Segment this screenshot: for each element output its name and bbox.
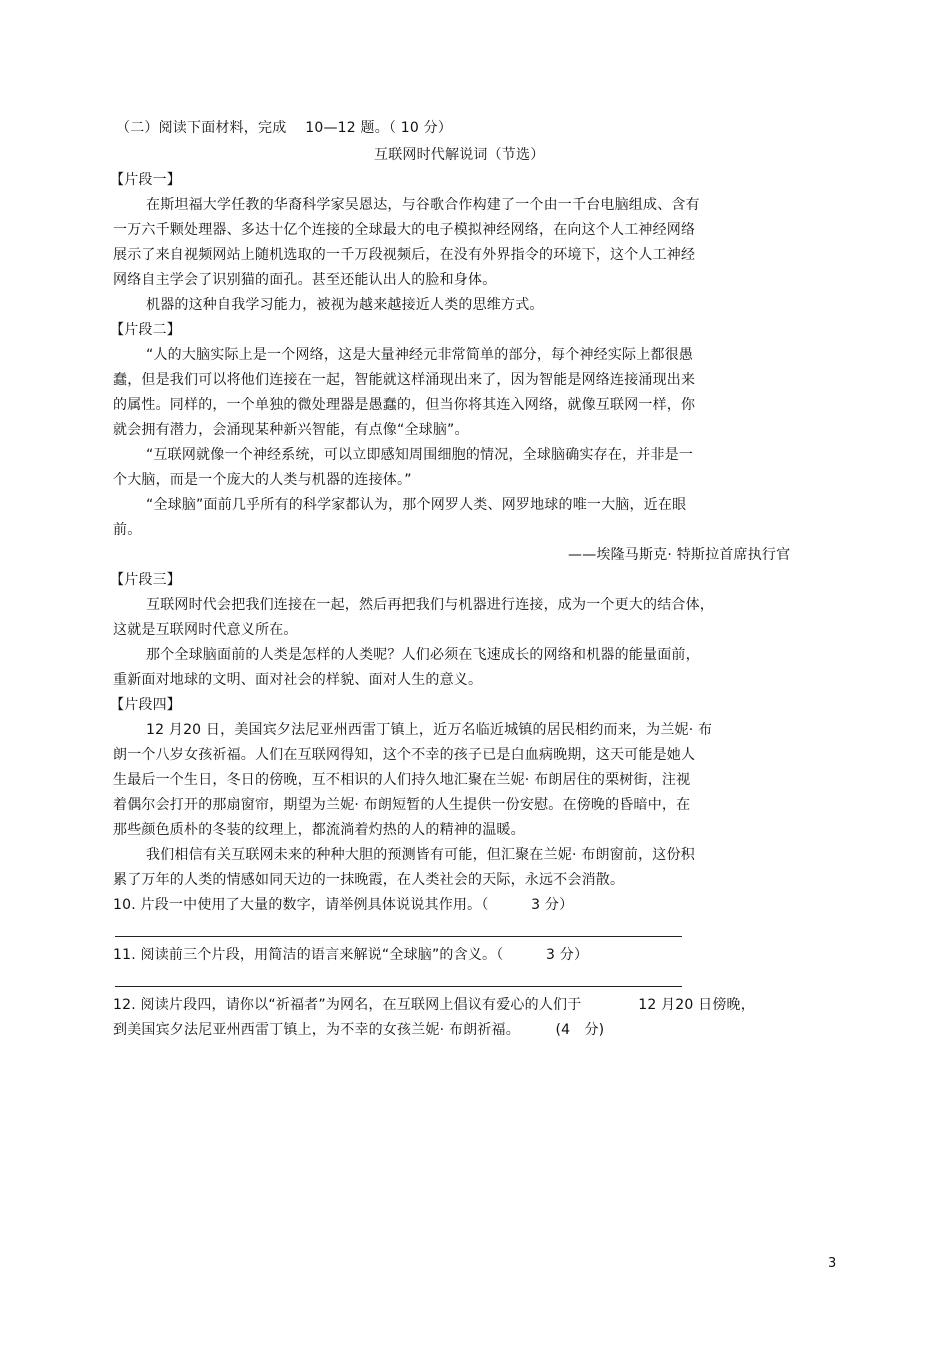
fragment4-line: 朗一个八岁女孩祈福。人们在互联网得知，这个不幸的孩子已是白血病晚期，这天可能是她人 bbox=[113, 747, 696, 763]
fragment2-line: “全球脑”面前几乎所有的科学家都认为，那个网罗人类、网罗地球的唯一大脑，近在眼 bbox=[146, 497, 687, 513]
answer-line-q10[interactable] bbox=[115, 936, 682, 937]
fragment1-line: 一万六千颗处理器、多达十亿个连接的全球最大的电子模拟神经网络，在向这个人工神经网络 bbox=[113, 222, 696, 238]
question-10: 10. 片段一中使用了大量的数字，请举例具体说说其作用。（ 3 分） bbox=[113, 897, 574, 913]
fragment4-line: 我们相信有关互联网未来的种种大胆的预测皆有可能，但汇聚在兰妮· 布朗窗前，这份积 bbox=[146, 847, 695, 863]
fragment4-line: 那些颜色质朴的冬装的纹理上，都流淌着灼热的人的精神的温暖。 bbox=[113, 822, 525, 838]
page-number: 3 bbox=[828, 1256, 837, 1271]
fragment4-line: 累了万年的人类的情感如同天边的一抹晚霞，在人类社会的天际，永远不会消散。 bbox=[113, 872, 625, 888]
question-12-line2: 到美国宾夕法尼亚州西雷丁镇上，为不幸的女孩兰妮· 布朗祈福。 (4 分) bbox=[113, 1022, 605, 1038]
fragment2-label: 【片段二】 bbox=[110, 322, 181, 338]
fragment2-line: 的属性。同样的，一个单独的微处理器是愚蠢的，但当你将其连入网络，就像互联网一样，你 bbox=[113, 397, 696, 413]
fragment1-line: 网络自主学会了识别猫的面孔。甚至还能认出人的脸和身体。 bbox=[113, 272, 497, 288]
fragment3-label: 【片段三】 bbox=[110, 572, 181, 588]
answer-line-q11[interactable] bbox=[115, 986, 682, 987]
fragment2-line: 就会拥有潜力，会涌现某种新兴智能，有点像“全球脑”。 bbox=[113, 422, 469, 438]
fragment2-line: “互联网就像一个神经系统，可以立即感知周围细胞的情况，全球脑确实存在，并非是一 bbox=[146, 447, 694, 463]
fragment1-line: 展示了来自视频网站上随机选取的一千万段视频后，在没有外界指令的环境下，这个人工神经 bbox=[113, 247, 696, 263]
fragment4-line: 12 月20 日，美国宾夕法尼亚州西雷丁镇上，近万名临近城镇的居民相约而来，为兰妮· 布 bbox=[146, 722, 713, 738]
section-header: （二）阅读下面材料，完成 10—12 题。（ 10 分） bbox=[116, 120, 453, 136]
fragment1-label: 【片段一】 bbox=[110, 172, 181, 188]
question-12-line1: 12. 阅读片段四，请你以“祈福者”为网名，在互联网上倡议有爱心的人们于 12 月20 日傍晚， bbox=[113, 997, 755, 1013]
fragment4-label: 【片段四】 bbox=[110, 697, 181, 713]
fragment2-line: 个大脑，而是一个庞大的人类与机器的连接体。” bbox=[113, 472, 412, 488]
question-11: 11. 阅读前三个片段，用简洁的语言来解说“全球脑”的含义。（ 3 分） bbox=[113, 947, 589, 963]
fragment3-line: 重新面对地球的文明、面对社会的样貌、面对人生的意义。 bbox=[113, 672, 483, 688]
article-title: 互联网时代解说词（节选） bbox=[374, 147, 545, 163]
fragment4-line: 生最后一个生日，冬日的傍晚，互不相识的人们持久地汇聚在兰妮· 布朗居住的栗树街，注视 bbox=[113, 772, 691, 788]
fragment1-line: 机器的这种自我学习能力，被视为越来越接近人类的思维方式。 bbox=[146, 297, 544, 313]
fragment4-line: 着偶尔会打开的那扇窗帘，期望为兰妮· 布朗短暂的人生提供一份安慰。在傍晚的昏暗中，在 bbox=[113, 797, 691, 813]
fragment2-line: 前。 bbox=[113, 522, 142, 538]
fragment1-line: 在斯坦福大学任教的华裔科学家吴恩达，与谷歌合作构建了一个由一千台电脑组成、含有 bbox=[146, 197, 700, 213]
attribution: ——埃隆马斯克· 特斯拉首席执行官 bbox=[568, 547, 791, 563]
fragment2-line: 蠢，但是我们可以将他们连接在一起，智能就这样涌现出来了，因为智能是网络连接涌现出来 bbox=[113, 372, 696, 388]
fragment3-line: 那个全球脑面前的人类是怎样的人类呢？人们必须在飞速成长的网络和机器的能量面前， bbox=[146, 647, 700, 663]
fragment3-line: 互联网时代会把我们连接在一起，然后再把我们与机器进行连接，成为一个更大的结合体， bbox=[146, 597, 714, 613]
fragment3-line: 这就是互联网时代意义所在。 bbox=[113, 622, 298, 638]
fragment2-line: “人的大脑实际上是一个网络，这是大量神经元非常简单的部分，每个神经实际上都很愚 bbox=[146, 347, 694, 363]
